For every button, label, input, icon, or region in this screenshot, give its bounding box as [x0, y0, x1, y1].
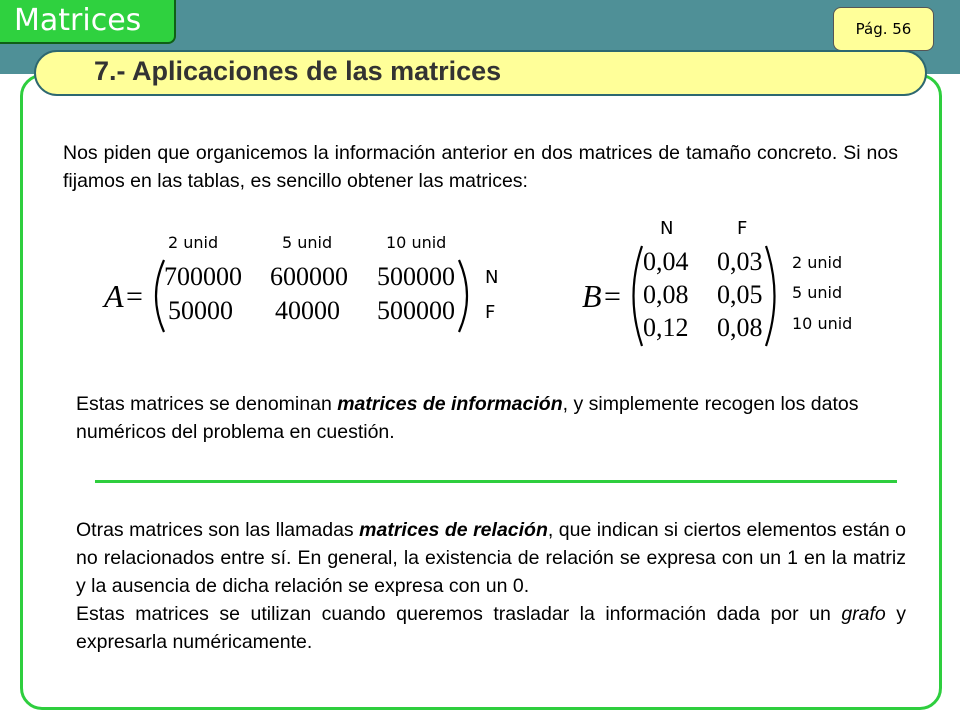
matrix-a-cell: 50000: [168, 296, 233, 325]
relation-line2-before: Estas matrices se utilizan cuando queremos trasladar la información dada por un: [76, 603, 842, 625]
matrix-a-equals: =: [126, 280, 143, 313]
matrix-b-row-label: 10 unid: [792, 314, 853, 333]
matrix-a-col-label: 2 unid: [168, 233, 219, 252]
matrix-a-cell: 500000: [377, 296, 455, 325]
info-text-after: , y simplemente recogen los datos numéricos del problema en cuestión.: [76, 393, 859, 443]
intro-paragraph: Nos piden que organicemos la información anterior en dos matrices de tamaño concreto. Si nos fijamos en las tablas, es sencillo obtener las matrices:: [63, 142, 898, 192]
matrix-a-cell: 600000: [270, 262, 348, 291]
relation-text-before: Otras matrices son las llamadas: [76, 519, 360, 541]
matrix-a-right-paren: [455, 258, 477, 334]
relation-text-after: , que indican si ciertos elementos están o no relacionados entre sí. En general, la existencia de relación se expresa con un 1 en la matriz y la ausencia de dicha relación se expresa con un 0.: [76, 519, 907, 597]
matrix-a-row-label: N: [485, 267, 499, 288]
relation-text-block: [76, 516, 906, 600]
logo-tab: Matrices: [0, 0, 176, 44]
relation-line2-after: y expresarla numéricamente.: [76, 603, 906, 653]
matrix-b-cell: 0,08: [717, 313, 763, 342]
info-emphasis: matrices de información: [337, 393, 563, 415]
matrix-b-cell: 0,04: [643, 247, 689, 276]
matrix-a-cell: 700000: [164, 262, 242, 291]
matrix-a-name: A: [104, 278, 124, 314]
matrix-b-col-label: F: [737, 218, 748, 239]
info-matrices-paragraph: [76, 390, 876, 446]
page-title: 7.- Aplicaciones de las matrices: [94, 56, 502, 86]
matrix-b-cell: 0,08: [643, 280, 689, 309]
matrix-a-row-label: F: [485, 302, 496, 323]
relation-matrices-paragraph: [76, 516, 906, 656]
relation-text-block-2: [76, 600, 906, 656]
matrix-b-name: B: [582, 278, 602, 314]
matrix-b-row-label: 5 unid: [792, 283, 843, 302]
page-number-badge: Pág. 56: [833, 7, 934, 51]
section-divider: [95, 480, 897, 483]
matrix-b-cell: 0,05: [717, 280, 763, 309]
matrix-b-col-label: N: [660, 218, 674, 239]
matrix-b-cell: 0,03: [717, 247, 763, 276]
matrix-a-col-label: 10 unid: [386, 233, 447, 252]
matrix-b-right-paren: [762, 244, 784, 348]
matrix-b-cell: 0,12: [643, 313, 689, 342]
matrix-a-cell: 40000: [275, 296, 340, 325]
relation-emphasis: matrices de relación: [359, 519, 548, 541]
info-text-before: Estas matrices se denominan: [76, 393, 338, 415]
matrix-b-row-label: 2 unid: [792, 253, 843, 272]
title-bar: [34, 50, 927, 96]
matrix-a-cell: 500000: [377, 262, 455, 291]
relation-line2-italic: grafo: [841, 603, 886, 625]
matrix-b-equals: =: [604, 280, 621, 313]
matrix-a-col-label: 5 unid: [282, 233, 333, 252]
